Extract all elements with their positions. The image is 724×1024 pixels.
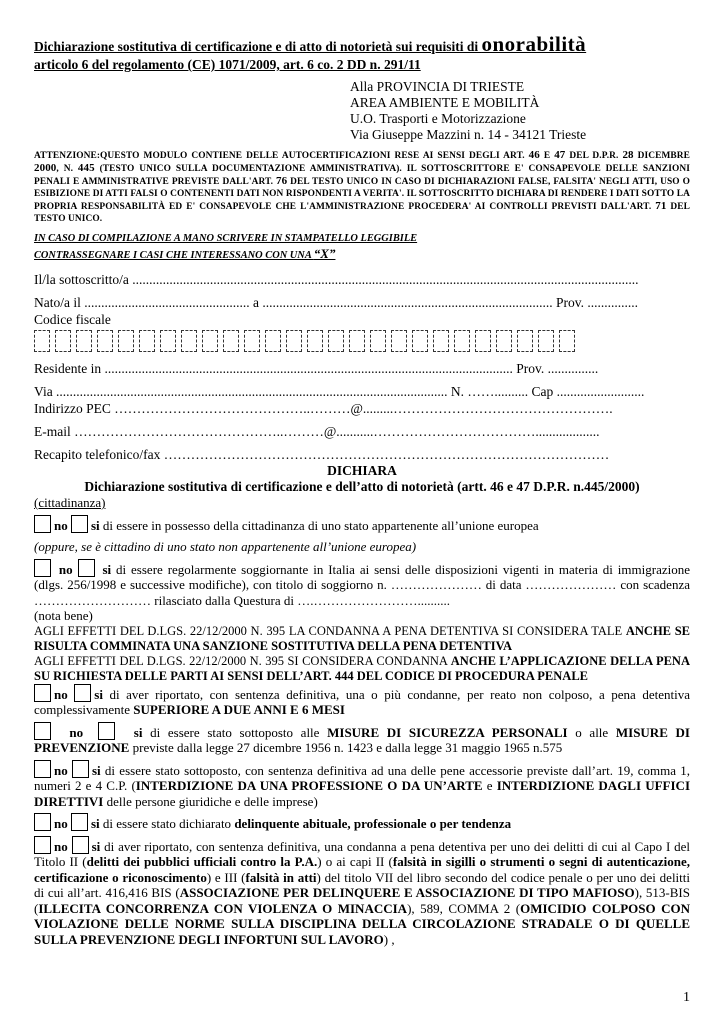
no-checkbox[interactable] [34,760,51,778]
tax-code-box[interactable] [160,330,176,352]
tax-code-box[interactable] [328,330,344,352]
signer-name-field[interactable]: Il/la sottoscritto/a ...................................................................................................................................................... [34,272,639,287]
tax-code-box[interactable] [391,330,407,352]
tax-code-box[interactable] [265,330,281,352]
tax-code-box[interactable] [307,330,323,352]
instruction-mark: CONTRASSEGNARE I CASI CHE INTERESSANO CON UNA “X” [34,246,336,261]
tax-code-boxes[interactable] [34,330,690,352]
no-checkbox[interactable] [34,722,51,740]
tax-code-box[interactable] [244,330,260,352]
tax-code-box[interactable] [55,330,71,352]
tax-code-box[interactable] [76,330,92,352]
birth-field[interactable]: Nato/a il ................................................. a ...................................................................................... Prov. ............... [34,295,638,310]
nota-bene-1: AGLI EFFETTI DEL D.LGS. 22/12/2000 N. 395 LA CONDANNA A PENA DETENTIVA SI CONSIDERA TALE ANCHE SE RISULTA COMMINATA UNA SANZIONE SOSTITUTIVA DELLA PENA DETENTIVA [34,623,690,653]
no-checkbox[interactable] [34,559,51,577]
form-subtitle: articolo 6 del regolamento (CE) 1071/2009, art. 6 co. 2 DD n. 291/11 [34,57,421,72]
accessory-penalty-item: no si di essere stato sottoposto, con sentenza definitiva ad una delle pene accessorie previste dall’art. 19, comma 1, numeri 2 e 4 C.P. (INTERDIZIONE DA UNA PROFESSIONE O DA UN’ARTE e INTERDIZIONE DAGLI UFFICI DIRETTIVI delle persone giuridiche e delle imprese) [34,760,690,810]
residence-field[interactable]: Residente in ......................................................................................................................... Prov. ............... [34,361,599,376]
instruction-handwriting: IN CASO DI COMPILAZIONE A MANO SCRIVERE IN STAMPATELLO LEGGIBILE [34,233,418,244]
residence-permit-item: no si di essere regolarmente soggiornante in Italia ai sensi delle disposizioni vigenti in materia di immigrazione (dlgs. 256/1998 e successive modifiche), con titolo di soggiorno n. ………………… di data ………………… con scadenza ……………………… rilasciato dalla Questura di ….…………………….......... [34,559,690,609]
tax-code-box[interactable] [433,330,449,352]
dichiara-heading: DICHIARA [327,463,397,478]
specific-crimes-item: no si di aver riportato, con sentenza definitiva, una condanna a pena detentiva per uno dei delitti di cui al Capo I del Titolo II (delitti dei pubblici ufficiali contro la P.A.) o ai capi II (falsità in sigilli o strumenti o segni di autenticazione, certificazione o riconoscimento) e III (falsità in atti) del titolo VII del libro secondo del codice penale o per uno dei delitti di cui all’art. 416,416 BIS (ASSOCIAZIONE PER DELINQUERE E ASSOCIAZIONE DI TIPO MAFIOSO), 513-BIS (ILLECITA CONCORRENZA CON VIOLENZA O MINACCIA), 589, COMMA 2 (OMICIDIO COLPOSO CON VIOLAZIONE DELLE NORME SULLA DISCIPLINA DELLA CIRCOLAZIONE STRADALE O DI QUELLE SULLA PREVENZIONE DEGLI INFORTUNI SUL LAVORO) , [34,836,690,948]
tax-code-box[interactable] [454,330,470,352]
nota-bene-2: AGLI EFFETTI DEL D.LGS. 22/12/2000 N. 395 SI CONSIDERA CONDANNA ANCHE L’APPLICAZIONE DELLA PENA SU RICHIESTA DELLE PARTI AI SENSI DELL’ART. 444 DEL CODICE DI PROCEDURA PENALE [34,653,690,683]
si-checkbox[interactable] [71,813,88,831]
si-checkbox[interactable] [98,722,115,740]
habitual-offender-item: no si di essere stato dichiarato delinquente abituale, professionale o per tendenza [34,813,690,832]
tax-code-box[interactable] [223,330,239,352]
tax-code-box[interactable] [475,330,491,352]
tax-code-box[interactable] [517,330,533,352]
address-line: Alla PROVINCIA DI TRIESTE [350,79,525,94]
citizenship-eu-item: no si di essere in possesso della cittadinanza di uno stato appartenente all’unione europea [34,515,690,534]
si-checkbox[interactable] [72,836,89,854]
security-measures-item: no si di essere stato sottoposto alle MISURE DI SICUREZZA PERSONALI o alle MISURE DI PREVENZIONE previste dalla legge 27 dicembre 1956 n. 1423 e dalla legge 31 maggio 1965 n.575 [34,722,690,756]
no-checkbox[interactable] [34,515,51,533]
no-checkbox[interactable] [34,836,51,854]
non-eu-note: (oppure, se è cittadino di uno stato non appartenente all’unione europea) [34,539,417,554]
tax-code-box[interactable] [559,330,575,352]
si-checkbox[interactable] [78,559,95,577]
nota-bene-label: (nota bene) [34,608,93,623]
tax-code-box[interactable] [34,330,50,352]
tax-code-box[interactable] [538,330,554,352]
title-highlight: onorabilità [481,32,587,56]
recipient-address [350,79,690,143]
tax-code-box[interactable] [139,330,155,352]
tax-code-box[interactable] [496,330,512,352]
page-number: 1 [683,990,690,1005]
legal-warning: ATTENZIONE:QUESTO MODULO CONTIENE DELLE AUTOCERTIFICAZIONI RESE AI SENSI DEGLI ART. 46 E 47 DEL D.P.R. 28 DICEMBRE 2000, N. 445 (TESTO UNICO SULLA DOCUMENTAZIONE AMMINISTRATIVA). IL SOTTOSCRITTORE E' CONSAPEVOLE DELLE SANZIONI PENALI E AMMINISTRATIVE PREVISTE DALL'ART. 76 DEL TESTO UNICO IN CASO DI DICHIARAZIONI FALSE, FALSITA' NEGLI ATTI, USO O ESIBIZIONE DI ATTI FALSI O CONTENENTI DATI NON RISPONDENTI A VERITA'. IL SOTTOSCRITTO DICHIARA DI RENDERE I DATI SOTTO LA PROPRIA RESPONSABILITÀ ED E' CONSAPEVOLE CHE L'AMMINISTRAZIONE PROCEDERA' AI CONTROLLI PREVISTI DALL'ART. 71 DEL TESTO UNICO. [34,149,691,224]
tax-code-label: Codice fiscale [34,312,111,327]
no-checkbox[interactable] [34,813,51,831]
no-checkbox[interactable] [34,684,51,702]
street-field[interactable]: Via .................................................................................................................... N. …….......... Cap .......................... [34,384,645,399]
tax-code-box[interactable] [97,330,113,352]
tax-code-box[interactable] [181,330,197,352]
dichiara-subheading: Dichiarazione sostitutiva di certificazione e dell’atto di notorietà (artt. 46 e 47 D.P.R. n.445/2000) [84,479,640,494]
tax-code-box[interactable] [412,330,428,352]
phone-fax-field[interactable]: Recapito telefonico/fax ……………………………………………………………………………………… [34,447,610,462]
address-line: Via Giuseppe Mazzini n. 14 - 34121 Trieste [350,127,587,142]
form-title: Dichiarazione sostitutiva di certificazione e di atto di notorietà sui requisiti di onorabilità [34,32,587,56]
address-line: AREA AMBIENTE E MOBILITÀ [350,95,540,110]
form-page [34,32,691,947]
email-field[interactable]: E-mail ………………………………………..………@...........………………………………................... [34,424,600,439]
tax-code-box[interactable] [202,330,218,352]
tax-code-box[interactable] [349,330,365,352]
citizenship-label: (cittadinanza) [34,495,106,510]
pec-field[interactable]: Indirizzo PEC ……………………………………..………@.........…………………………………………. [34,401,613,416]
si-checkbox[interactable] [74,684,91,702]
si-checkbox[interactable] [72,760,89,778]
si-checkbox[interactable] [71,515,88,533]
address-line: U.O. Trasporti e Motorizzazione [350,111,526,126]
tax-code-box[interactable] [370,330,386,352]
tax-code-box[interactable] [286,330,302,352]
conviction-item: no si di aver riportato, con sentenza definitiva, una o più condanne, per reato non colposo, a pena detentiva complessivamente SUPERIORE A DUE ANNI E 6 MESI [34,684,690,718]
tax-code-box[interactable] [118,330,134,352]
